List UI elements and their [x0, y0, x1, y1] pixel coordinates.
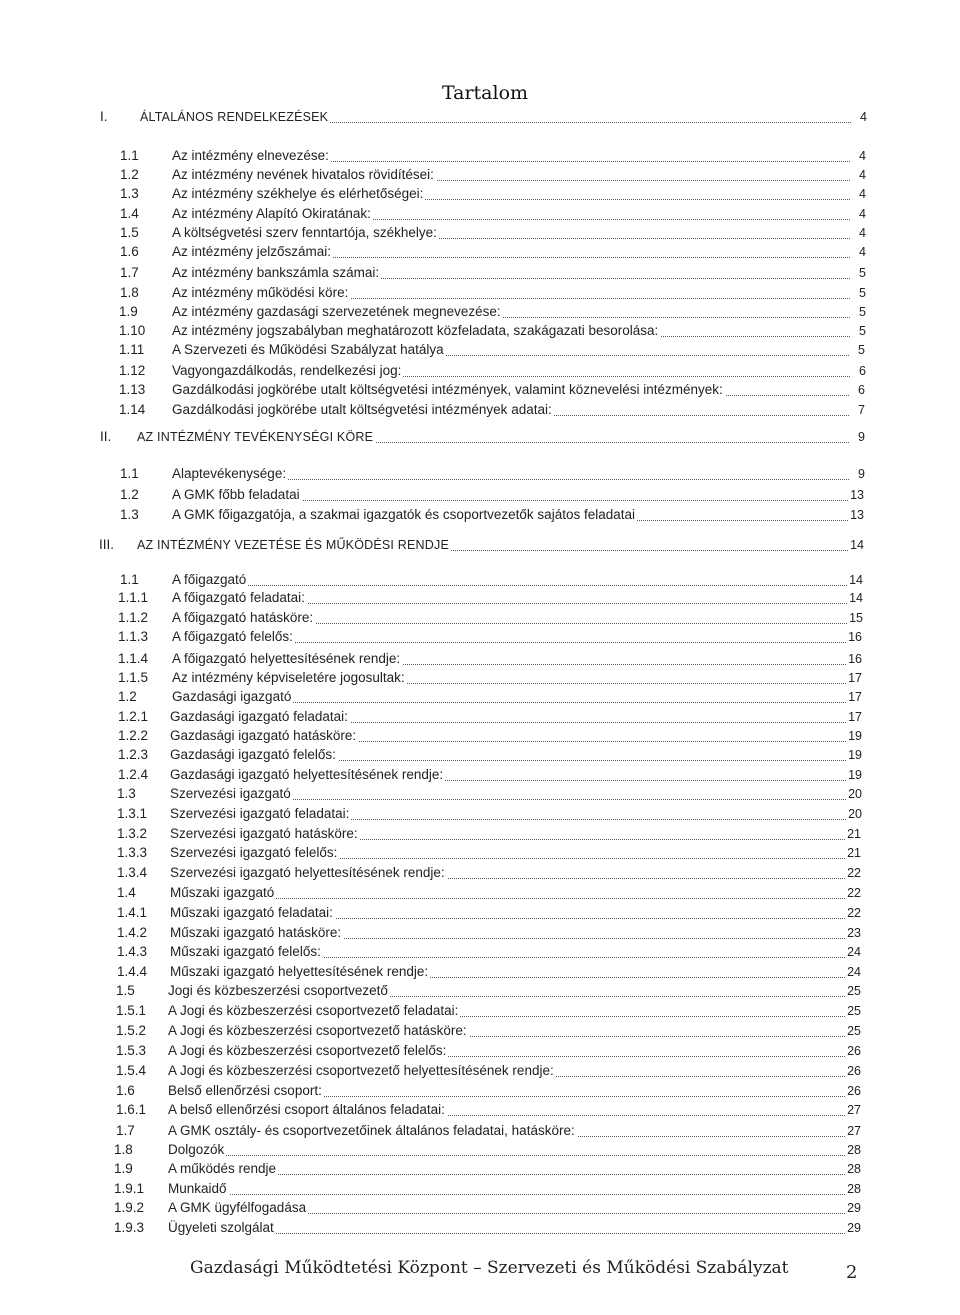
- toc-title: Tartalom: [441, 82, 529, 104]
- toc-entry-page: 25: [847, 1004, 861, 1018]
- toc-entry[interactable]: [116, 1002, 861, 1020]
- toc-entry-number: 1.3: [117, 786, 136, 801]
- toc-entry-title: Műszaki igazgató hatásköre:: [170, 925, 342, 940]
- toc-entry-title: Alaptevékenysége:: [172, 466, 287, 481]
- toc-entry-number: 1.3.1: [117, 806, 148, 821]
- toc-entry[interactable]: [120, 571, 863, 589]
- toc-entry[interactable]: [114, 1180, 861, 1198]
- toc-entry-title: Az intézmény elnevezése:: [172, 148, 329, 163]
- toc-entry-page: 17: [848, 671, 862, 685]
- toc-entry[interactable]: [118, 766, 862, 784]
- toc-entry-number: 1.4.4: [117, 964, 148, 979]
- toc-entry-number: 1.4.3: [117, 944, 148, 959]
- toc-entry[interactable]: [114, 1160, 861, 1178]
- toc-entry-title: Gazdasági igazgató felelős:: [170, 747, 336, 762]
- toc-entry-page: 29: [847, 1201, 861, 1215]
- toc-entry[interactable]: [120, 224, 866, 242]
- toc-entry-number: 1.1.5: [118, 670, 149, 685]
- toc-entry-number: 1.8: [114, 1142, 133, 1157]
- toc-entry-number: 1.4: [117, 885, 136, 900]
- toc-entry[interactable]: [120, 465, 865, 483]
- toc-entry-number: II.: [100, 429, 112, 444]
- toc-entry-title: A főigazgató hatásköre:: [172, 610, 314, 625]
- toc-entry-page: 26: [847, 1064, 861, 1078]
- toc-entry-number: 1.14: [119, 402, 146, 417]
- toc-entry[interactable]: [99, 536, 864, 554]
- toc-entry-title: Szervezési igazgató hatásköre:: [170, 826, 358, 841]
- toc-entry-page: 6: [858, 383, 865, 397]
- toc-entry-title: AZ INTÉZMÉNY TEVÉKENYSÉGI KÖRE: [137, 430, 374, 444]
- toc-entry-page: 29: [847, 1221, 861, 1235]
- toc-entry-number: I.: [100, 109, 108, 124]
- toc-entry-page: 27: [847, 1124, 861, 1138]
- toc-entry-number: 1.2.4: [118, 767, 149, 782]
- toc-entry[interactable]: [119, 303, 866, 321]
- toc-entry-page: 4: [859, 207, 866, 221]
- toc-entry-number: 1.3.4: [117, 865, 148, 880]
- toc-entry-title: Gazdasági igazgató hatásköre:: [170, 728, 357, 743]
- toc-entry-number: 1.11: [119, 342, 145, 357]
- toc-dot-leader: [180, 884, 845, 899]
- toc-entry-page: 19: [848, 768, 862, 782]
- toc-entry-title: Műszaki igazgató helyettesítésének rendje:: [170, 964, 429, 979]
- toc-entry[interactable]: [118, 628, 862, 646]
- toc-entry[interactable]: [120, 147, 866, 165]
- toc-dot-leader: [178, 1180, 845, 1195]
- toc-dot-leader: [182, 571, 847, 586]
- toc-entry-page: 21: [847, 846, 861, 860]
- toc-entry-page: 9: [858, 430, 865, 444]
- toc-entry-number: 1.5.1: [116, 1003, 147, 1018]
- toc-entry-title: Gazdálkodási jogkörébe utalt költségvetési intézmények, valamint köznevelési intézmények:: [172, 382, 723, 397]
- toc-entry-page: 5: [859, 324, 866, 338]
- toc-entry-title: Jogi és közbeszerzési csoportvezető: [168, 983, 388, 998]
- toc-entry-page: 27: [847, 1103, 861, 1117]
- toc-entry-page: 14: [849, 573, 863, 587]
- toc-entry-page: 23: [847, 926, 861, 940]
- toc-entry-title: A belső ellenőrzési csoport általános feladatai:: [168, 1102, 445, 1117]
- toc-entry-page: 16: [848, 652, 862, 666]
- toc-entry-number: 1.5.2: [116, 1023, 147, 1038]
- toc-entry-page: 25: [847, 1024, 861, 1038]
- toc-entry[interactable]: [116, 1082, 861, 1100]
- toc-entry[interactable]: [117, 864, 861, 882]
- toc-entry-number: 1.9.3: [114, 1220, 145, 1235]
- toc-entry-page: 13: [850, 488, 864, 502]
- toc-entry[interactable]: [118, 708, 862, 726]
- toc-entry-page: 15: [849, 611, 863, 625]
- toc-entry-page: 16: [848, 630, 862, 644]
- toc-entry-title: A működés rendje: [168, 1161, 277, 1176]
- toc-entry-number: 1.1.1: [118, 590, 149, 605]
- toc-entry-page: 6: [859, 364, 866, 378]
- toc-entry-title: A GMK ügyfélfogadása: [168, 1200, 307, 1215]
- toc-entry-title: Az intézmény működési köre:: [172, 285, 349, 300]
- toc-entry-title: A főigazgató helyettesítésének rendje:: [172, 651, 401, 666]
- toc-entry-title: Szervezési igazgató felelős:: [170, 845, 338, 860]
- toc-entry-page: 17: [848, 690, 862, 704]
- toc-entry-title: A Jogi és közbeszerzési csoportvezető helyettesítésének rendje:: [168, 1063, 554, 1078]
- toc-entry[interactable]: [117, 904, 861, 922]
- toc-entry-page: 20: [848, 787, 862, 801]
- toc-entry-page: 19: [848, 729, 862, 743]
- toc-entry[interactable]: [118, 589, 863, 607]
- toc-entry[interactable]: [117, 844, 861, 862]
- toc-entry-page: 4: [859, 149, 866, 163]
- toc-entry[interactable]: [116, 1022, 861, 1040]
- toc-entry-number: 1.2: [118, 689, 137, 704]
- toc-entry-page: 28: [847, 1162, 861, 1176]
- toc-entry-title: Az intézmény jogszabályban meghatározott közfeladata, szakágazati besorolása:: [172, 323, 659, 338]
- toc-entry-number: 1.1: [120, 148, 139, 163]
- toc-entry-page: 14: [849, 591, 863, 605]
- toc-entry-number: 1.7: [120, 265, 139, 280]
- toc-entry-number: 1.9: [119, 304, 138, 319]
- toc-entry-title: A GMK főigazgatója, a szakmai igazgatók és csoportvezetők sajátos feladatai: [172, 507, 636, 522]
- toc-entry[interactable]: [100, 428, 865, 446]
- toc-entry[interactable]: [117, 884, 861, 902]
- toc-entry-title: Szervezési igazgató: [170, 786, 291, 801]
- toc-entry-title: A Jogi és közbeszerzési csoportvezető feladatai:: [168, 1003, 459, 1018]
- toc-entry-number: 1.1.2: [118, 610, 149, 625]
- toc-entry-number: 1.3.3: [117, 845, 148, 860]
- toc-entry-number: 1.6.1: [116, 1102, 147, 1117]
- toc-entry-number: 1.2.1: [118, 709, 149, 724]
- toc-entry-page: 14: [850, 538, 864, 552]
- toc-entry-number: 1.5.3: [116, 1043, 147, 1058]
- toc-entry-page: 26: [847, 1044, 861, 1058]
- toc-entry-number: 1.13: [119, 382, 146, 397]
- toc-entry-title: A főigazgató feladatai:: [172, 590, 305, 605]
- toc-entry[interactable]: [117, 785, 862, 803]
- toc-entry-page: 28: [847, 1143, 861, 1157]
- toc-entry-page: 26: [847, 1084, 861, 1098]
- toc-entry-page: 9: [858, 467, 865, 481]
- toc-entry[interactable]: [118, 746, 862, 764]
- toc-entry-number: 1.10: [119, 323, 146, 338]
- toc-entry[interactable]: [117, 943, 861, 961]
- toc-entry[interactable]: [116, 1101, 861, 1119]
- toc-entry[interactable]: [119, 322, 866, 340]
- toc-entry-title: Dolgozók: [168, 1142, 225, 1157]
- toc-entry-number: 1.5: [120, 225, 139, 240]
- toc-entry-title: Az intézmény nevének hivatalos rövidítései:: [172, 167, 434, 182]
- toc-entry-number: 1.4.2: [117, 925, 148, 940]
- toc-entry-title: A Jogi és közbeszerzési csoportvezető felelős:: [168, 1043, 447, 1058]
- toc-entry[interactable]: [118, 688, 862, 706]
- toc-entry[interactable]: [120, 486, 864, 504]
- toc-entry-page: 22: [847, 886, 861, 900]
- footer-text: Gazdasági Működtetési Központ – Szervezeti és Működési Szabályzat: [190, 1258, 789, 1278]
- toc-entry-page: 4: [860, 110, 867, 124]
- toc-entry-number: 1.4.1: [117, 905, 148, 920]
- toc-entry[interactable]: [116, 982, 861, 1000]
- toc-entry-number: 1.6: [116, 1083, 135, 1098]
- toc-entry-number: 1.7: [116, 1123, 135, 1138]
- toc-entry-number: 1.4: [120, 206, 139, 221]
- toc-entry-number: 1.3: [120, 186, 139, 201]
- toc-entry-number: 1.12: [119, 363, 146, 378]
- toc-entry-title: Az intézmény bankszámla számai:: [172, 265, 380, 280]
- toc-entry-title: Gazdasági igazgató feladatai:: [170, 709, 348, 724]
- toc-entry[interactable]: [117, 963, 861, 981]
- toc-entry-page: 25: [847, 984, 861, 998]
- toc-entry-title: Szervezési igazgató feladatai:: [170, 806, 350, 821]
- toc-entry-page: 4: [859, 226, 866, 240]
- toc-entry[interactable]: [120, 205, 866, 223]
- toc-entry-number: 1.3.2: [117, 826, 148, 841]
- toc-entry-title: Műszaki igazgató feladatai:: [170, 905, 333, 920]
- toc-entry-title: A főigazgató felelős:: [172, 629, 293, 644]
- toc-entry[interactable]: [118, 650, 862, 668]
- toc-entry-number: 1.1: [120, 466, 139, 481]
- toc-entry[interactable]: [116, 1122, 861, 1140]
- toc-entry[interactable]: [117, 805, 862, 823]
- toc-entry[interactable]: [100, 108, 867, 126]
- toc-entry-title: Ügyeleti szolgálat: [168, 1220, 274, 1235]
- toc-entry-page: 13: [850, 508, 864, 522]
- footer-page-number: 2: [846, 1262, 858, 1283]
- toc-entry-number: 1.2.3: [118, 747, 149, 762]
- toc-entry-page: 24: [847, 945, 861, 959]
- toc-entry-page: 5: [859, 266, 866, 280]
- toc-entry-number: 1.2.2: [118, 728, 149, 743]
- toc-entry-page: 5: [859, 305, 866, 319]
- toc-entry-page: 19: [848, 748, 862, 762]
- toc-entry-page: 28: [847, 1182, 861, 1196]
- toc-entry[interactable]: [118, 609, 863, 627]
- toc-entry-page: 20: [848, 807, 862, 821]
- toc-entry[interactable]: [120, 243, 866, 261]
- toc-entry-page: 4: [859, 187, 866, 201]
- toc-entry-title: Gazdasági igazgató: [172, 689, 292, 704]
- toc-entry[interactable]: [120, 284, 866, 302]
- toc-entry-title: Belső ellenőrzési csoport:: [168, 1083, 322, 1098]
- toc-entry-page: 4: [859, 168, 866, 182]
- toc-entry-number: 1.9: [114, 1161, 133, 1176]
- toc-entry[interactable]: [114, 1219, 861, 1237]
- toc-entry-number: 1.9.1: [114, 1181, 145, 1196]
- toc-entry-title: Vagyongazdálkodás, rendelkezési jog:: [172, 363, 402, 378]
- toc-entry-title: Szervezési igazgató helyettesítésének rendje:: [170, 865, 445, 880]
- toc-dot-leader: [178, 1219, 845, 1234]
- toc-entry-title: Az intézmény gazdasági szervezetének megnevezése:: [172, 304, 501, 319]
- toc-entry[interactable]: [114, 1141, 861, 1159]
- toc-entry-number: 1.1.3: [118, 629, 149, 644]
- toc-entry[interactable]: [114, 1199, 861, 1217]
- toc-entry-title: A főigazgató: [172, 572, 247, 587]
- toc-entry-page: 17: [848, 710, 862, 724]
- toc-entry-number: 1.8: [120, 285, 139, 300]
- toc-entry[interactable]: [119, 401, 865, 419]
- toc-entry-title: Műszaki igazgató felelős:: [170, 944, 321, 959]
- toc-entry-number: 1.5.4: [116, 1063, 147, 1078]
- toc-entry[interactable]: [120, 185, 866, 203]
- toc-entry[interactable]: [117, 924, 861, 942]
- toc-entry-title: Az intézmény képviseletére jogosultak:: [172, 670, 405, 685]
- toc-entry-title: Az intézmény jelzőszámai:: [172, 244, 332, 259]
- toc-entry-page: 4: [859, 245, 866, 259]
- toc-entry[interactable]: [120, 264, 866, 282]
- toc-entry[interactable]: [119, 381, 865, 399]
- toc-entry-title: Gazdasági igazgató helyettesítésének rendje:: [170, 767, 444, 782]
- toc-entry[interactable]: [118, 727, 862, 745]
- toc-entry[interactable]: [118, 669, 862, 687]
- toc-dot-leader: [178, 1141, 845, 1156]
- toc-entry-page: 5: [858, 343, 865, 357]
- toc-entry-number: 1.2: [120, 487, 139, 502]
- toc-entry-number: 1.5: [116, 983, 135, 998]
- toc-entry-number: III.: [99, 537, 115, 552]
- toc-entry[interactable]: [117, 825, 861, 843]
- toc-entry-title: Az intézmény Alapító Okiratának:: [172, 206, 371, 221]
- toc-entry-number: 1.3: [120, 507, 139, 522]
- toc-entry-number: 1.6: [120, 244, 139, 259]
- toc-entry-title: Gazdálkodási jogkörébe utalt költségvetési intézmények adatai:: [172, 402, 552, 417]
- toc-entry-title: A Jogi és közbeszerzési csoportvezető hatásköre:: [168, 1023, 467, 1038]
- toc-entry-number: 1.1.4: [118, 651, 149, 666]
- toc-entry-number: 1.2: [120, 167, 139, 182]
- toc-entry-title: Műszaki igazgató: [170, 885, 275, 900]
- toc-entry[interactable]: [116, 1042, 861, 1060]
- toc-entry-title: Az intézmény székhelye és elérhetőségei:: [172, 186, 424, 201]
- toc-entry-page: 24: [847, 965, 861, 979]
- toc-entry-page: 21: [847, 827, 861, 841]
- toc-entry-title: A GMK osztály- és csoportvezetőinek általános feladatai, hatásköre:: [168, 1123, 575, 1138]
- toc-entry[interactable]: [120, 506, 864, 524]
- toc-entry[interactable]: [119, 362, 866, 380]
- toc-entry-title: Munkaidő: [168, 1181, 227, 1196]
- toc-entry-title: AZ INTÉZMÉNY VEZETÉSE ÉS MŰKÖDÉSI RENDJE: [137, 538, 449, 552]
- toc-entry-page: 22: [847, 906, 861, 920]
- toc-entry[interactable]: [119, 341, 865, 359]
- toc-entry[interactable]: [120, 166, 866, 184]
- toc-entry-title: A Szervezeti és Működési Szabályzat hatálya: [172, 342, 444, 357]
- toc-entry-title: A GMK főbb feladatai: [172, 487, 300, 502]
- toc-entry[interactable]: [116, 1062, 861, 1080]
- toc-entry-page: 5: [859, 286, 866, 300]
- toc-entry-title: ÁLTALÁNOS RENDELKEZÉSEK: [140, 110, 329, 124]
- toc-entry-number: 1.1: [120, 572, 139, 587]
- toc-entry-title: A költségvetési szerv fenntartója, székhelye:: [172, 225, 437, 240]
- toc-entry-page: 7: [858, 403, 865, 417]
- toc-entry-page: 22: [847, 866, 861, 880]
- toc-entry-number: 1.9.2: [114, 1200, 145, 1215]
